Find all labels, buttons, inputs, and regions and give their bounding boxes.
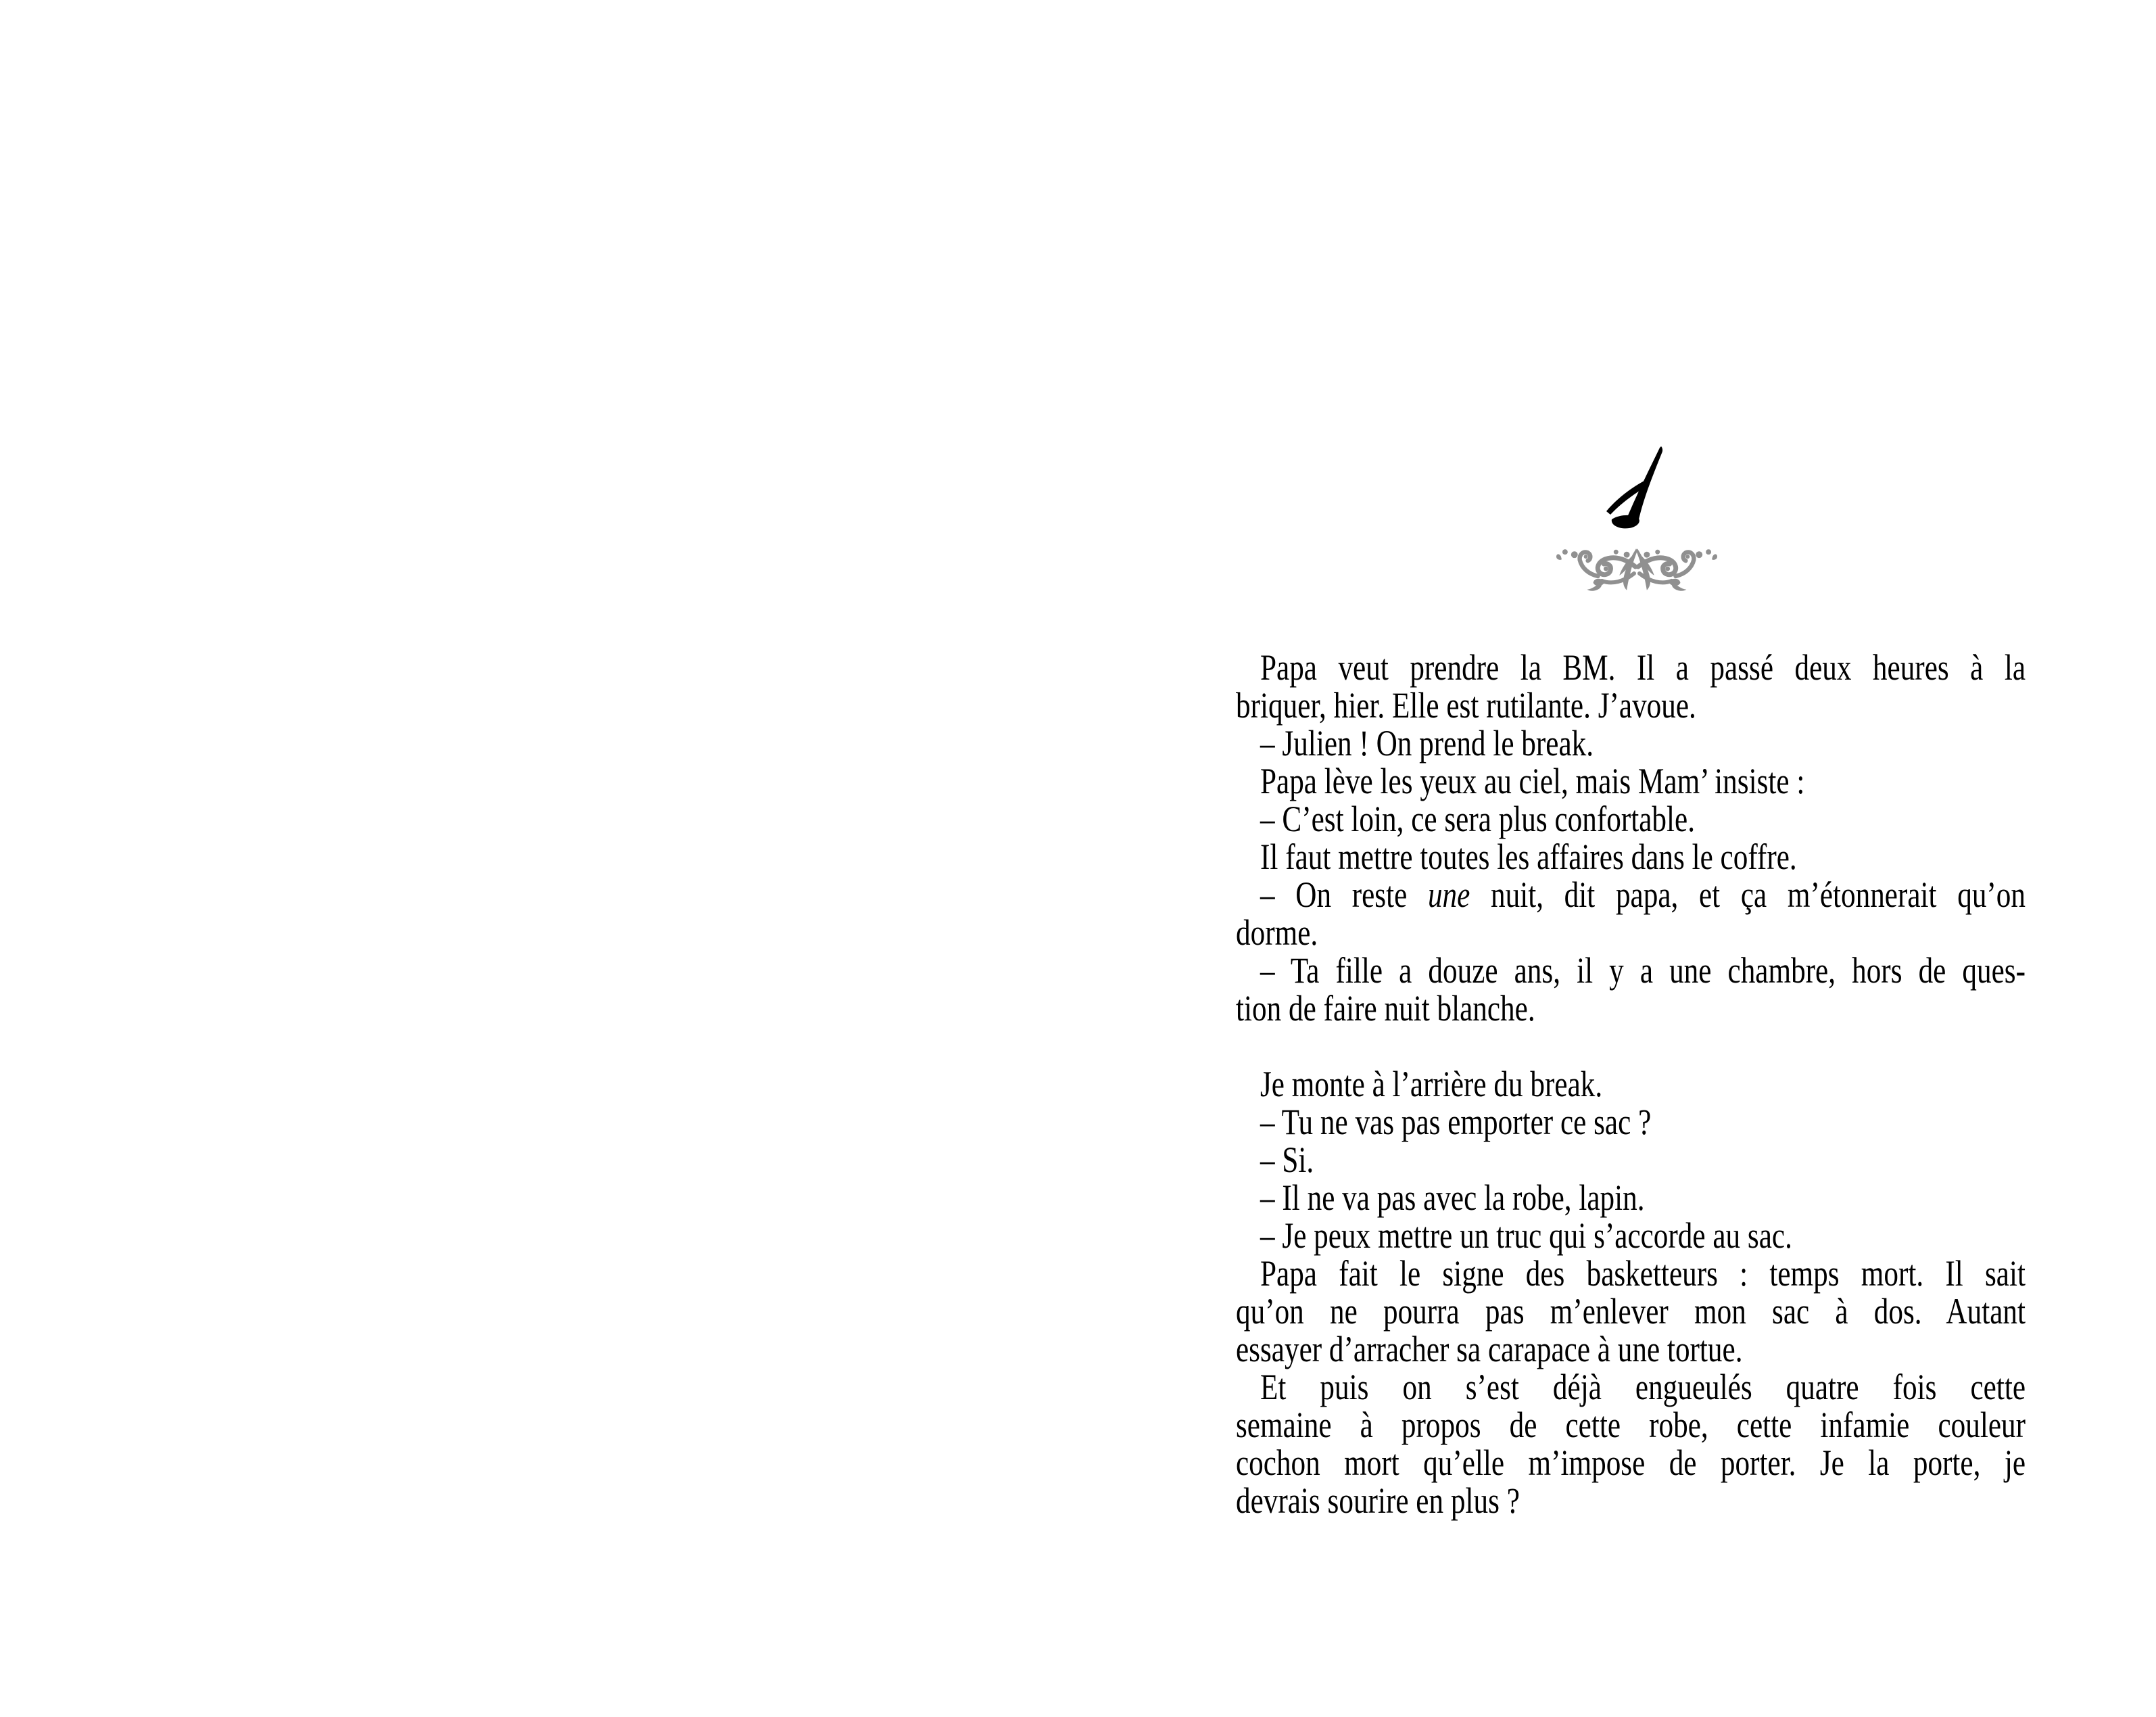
text-line — [1236, 1103, 2026, 1141]
text-segment: devrais sourire en plus ? — [1236, 1480, 1520, 1521]
text-segment: nuit, dit papa, et ça m’étonnerait qu’on — [1470, 874, 2026, 915]
text-line — [1236, 989, 2026, 1027]
text-line — [1236, 1292, 2026, 1330]
chapter-number-glyph — [1605, 446, 1669, 532]
text-line — [1236, 649, 2026, 686]
text-line — [1236, 1254, 2026, 1292]
text-line — [1236, 1444, 2026, 1482]
text-segment: Papa lève les yeux au ciel, mais Mam’ insiste : — [1260, 761, 1805, 801]
text-segment: – C’est loin, ce sera plus confortable. — [1260, 799, 1696, 839]
text-line — [1236, 838, 2026, 876]
text-segment: briquer, hier. Elle est rutilante. J’avoue. — [1236, 685, 1696, 726]
text-segment: – Tu ne vas pas emporter ce sac ? — [1260, 1102, 1652, 1142]
text-segment: – Julien ! On prend le break. — [1260, 723, 1594, 763]
text-line — [1236, 1027, 2026, 1065]
text-segment: tion de faire nuit blanche. — [1236, 988, 1535, 1029]
text-segment: – On reste — [1260, 874, 1428, 915]
text-line — [1236, 914, 2026, 951]
text-line — [1236, 762, 2026, 800]
text-line — [1236, 800, 2026, 838]
text-segment: Il faut mettre toutes les affaires dans le coffre. — [1260, 837, 1797, 877]
text-segment: cochon mort qu’elle m’impose de porter. Je la porte, je — [1236, 1442, 2026, 1483]
text-segment: qu’on ne pourra pas m’enlever mon sac à dos. Autant — [1236, 1291, 2026, 1332]
text-line — [1236, 1330, 2026, 1368]
text-line — [1236, 724, 2026, 762]
text-segment: – Je peux mettre un truc qui s’accorde au sac. — [1260, 1215, 1792, 1256]
text-line — [1236, 1179, 2026, 1217]
text-segment: – Si. — [1260, 1139, 1314, 1180]
italic-text: une — [1427, 874, 1470, 915]
text-line — [1236, 1217, 2026, 1254]
text-line — [1236, 1482, 2026, 1520]
text-line — [1236, 951, 2026, 989]
filigree-divider-icon — [1556, 546, 1717, 592]
text-segment: Papa veut prendre la BM. Il a passé deux heures à la — [1260, 647, 2026, 688]
text-segment: – Il ne va pas avec la robe, lapin. — [1260, 1177, 1645, 1218]
text-line — [1236, 1406, 2026, 1444]
text-line — [1236, 1141, 2026, 1179]
text-segment: Et puis on s’est déjà engueulés quatre fois cette — [1260, 1367, 2026, 1407]
text-line — [1236, 1368, 2026, 1406]
text-segment: – Ta fille a douze ans, il y a une chambre, hors de ques- — [1260, 950, 2026, 991]
text-line — [1236, 876, 2026, 914]
text-segment: Papa fait le signe des basketteurs : temps mort. Il sait — [1260, 1253, 2026, 1294]
text-line — [1236, 686, 2026, 724]
text-segment: dorme. — [1236, 912, 1318, 953]
text-segment: essayer d’arracher sa carapace à une tortue. — [1236, 1329, 1743, 1369]
text-segment: semaine à propos de cette robe, cette infamie couleur — [1236, 1405, 2026, 1445]
text-segment: Je monte à l’arrière du break. — [1260, 1064, 1603, 1104]
text-line — [1236, 1065, 2026, 1103]
body-text — [1236, 649, 2026, 1520]
